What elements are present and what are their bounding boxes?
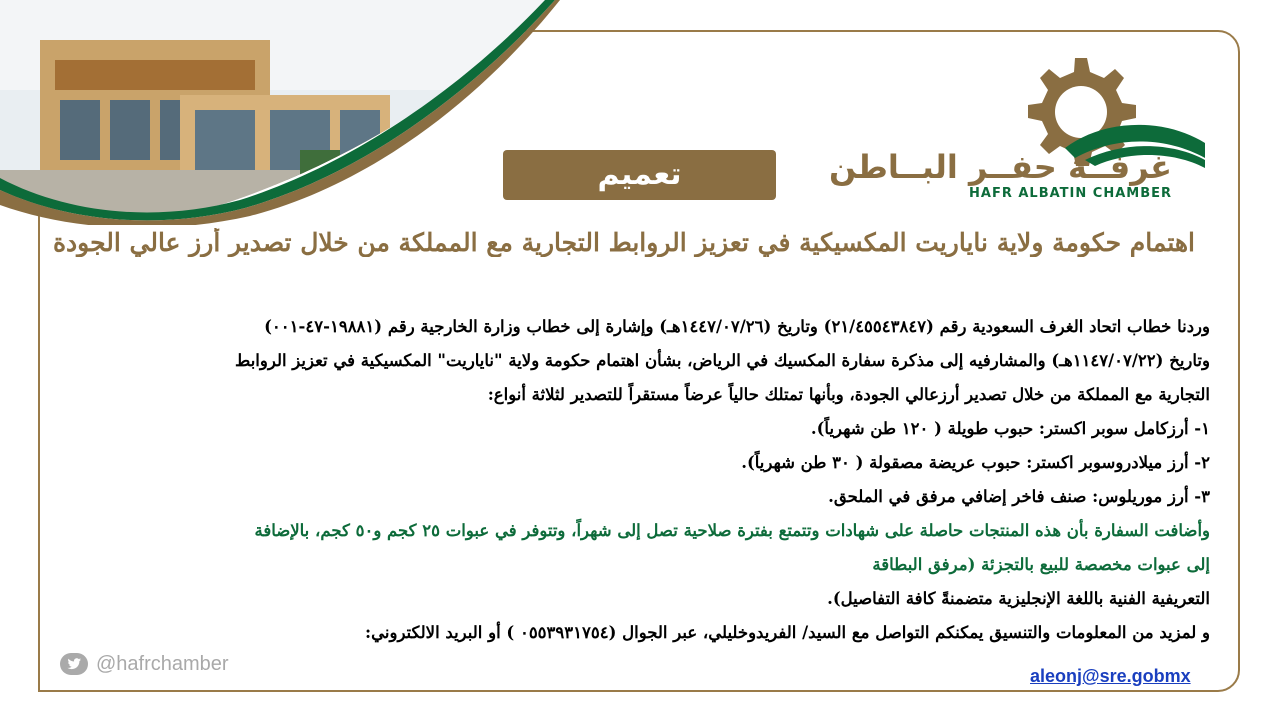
headline: اهتمام حكومة ولاية ناياريت المكسيكية في تعزيز الروابط التجارية مع المملكة من خلال تصدير أرز عالي الجودة	[52, 228, 1195, 257]
logo-name-english: HAFR ALBATIN CHAMBER	[969, 186, 1172, 201]
building-photo	[0, 0, 560, 225]
body-line: ١- أرزكامل سوبر اكستر: حبوب طويلة ( ١٢٠ طن شهرياً).	[810, 419, 1210, 438]
twitter-icon	[60, 653, 88, 675]
body-line: وردنا خطاب اتحاد الغرف السعودية رقم (٢١/٤٥٥٤٣٨٤٧) وتاريخ (١٤٤٧/٠٧/٢٦هـ) وإشارة إلى خطاب وزارة الخارجية رقم (١٩٨٨١-٤٧-٠٠١)	[264, 317, 1210, 336]
body-line: ٢- أرز ميلادروسوبر اكستر: حبوب عريضة مصقولة ( ٣٠ طن شهرياً).	[741, 453, 1210, 472]
body-line: إلى عبوات مخصصة للبيع بالتجزئة (مرفق البطاقة	[872, 555, 1210, 574]
body-line: وتاريخ (١١٤٧/٠٧/٢٢هـ) والمشارفيه إلى مذكرة سفارة المكسيك في الرياض، بشأن اهتمام حكومة ولاية "ناياريت" المكسيكية في تعزيز الروابط	[235, 351, 1210, 370]
contact-email-link[interactable]: aleonj@sre.gobmx	[1030, 666, 1191, 686]
body-line: وأضافت السفارة بأن هذه المنتجات حاصلة على شهادات وتتمتع بفترة صلاحية تصل إلى شهراً، وتتوفر في عبوات ٢٥ كجم و٥٠ كجم، بالإضافة	[254, 521, 1210, 540]
body-line: و لمزيد من المعلومات والتنسيق يمكنكم التواصل مع السيد/ الفريدوخليلي، عبر الجوال (٠٥٥٣٩٣١٧٥٤ ) أو البريد الالكتروني:	[365, 623, 1210, 642]
social-handle-text: @hafrchamber	[96, 652, 229, 675]
social-handle[interactable]	[60, 650, 229, 678]
body-line: ٣- أرز موريلوس: صنف فاخر إضافي مرفق في الملحق.	[828, 487, 1210, 506]
body-line: التعريفية الفنية باللغة الإنجليزية متضمنةً كافة التفاصيل).	[827, 589, 1210, 608]
logo-name-arabic: غرفــة حفــر البــاطن	[828, 148, 1172, 186]
circular-tag: تعميم	[503, 150, 776, 200]
body-text	[50, 310, 1210, 650]
body-line: التجارية مع المملكة من خلال تصدير أرزعالي الجودة، وبأنها تمتلك حالياً عرضاً مستقراً للتصدير لثلاثة أنواع:	[487, 385, 1210, 404]
